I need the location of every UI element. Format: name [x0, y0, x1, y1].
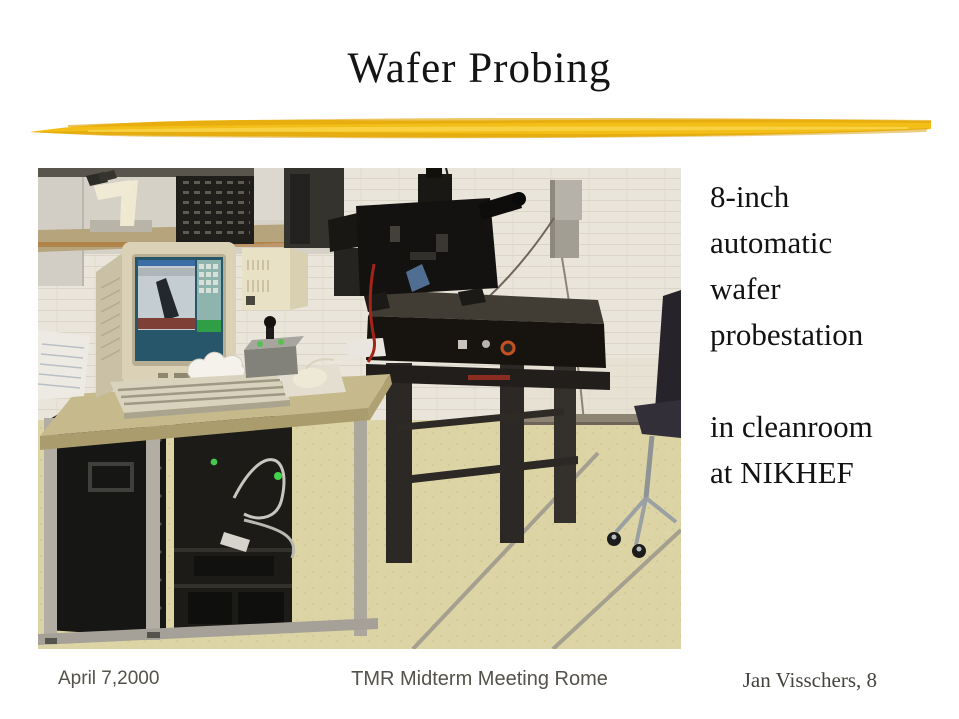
caption-line: probestation	[710, 317, 864, 352]
monitor-screen-content	[138, 260, 221, 332]
slide-title: Wafer Probing	[347, 45, 612, 92]
caption-line: wafer	[710, 271, 781, 306]
notebook	[38, 330, 90, 400]
caption-line: in cleanroom	[710, 409, 873, 444]
lab-photo	[38, 168, 681, 649]
instrument-box	[242, 248, 308, 310]
brush-stroke-accent	[28, 110, 933, 144]
photo-caption	[710, 174, 956, 496]
drawer-cabinet	[176, 176, 254, 244]
footer-author-page: Jan Visschers, 8	[742, 668, 877, 692]
caption-line: 8-inch	[710, 179, 790, 214]
footer-date: April 7,2000	[58, 668, 160, 689]
caption-gap	[710, 358, 956, 404]
caption-line: at NIKHEF	[710, 455, 854, 490]
footer-event: TMR Midterm Meeting Rome	[351, 668, 608, 690]
caption-line: automatic	[710, 225, 833, 260]
